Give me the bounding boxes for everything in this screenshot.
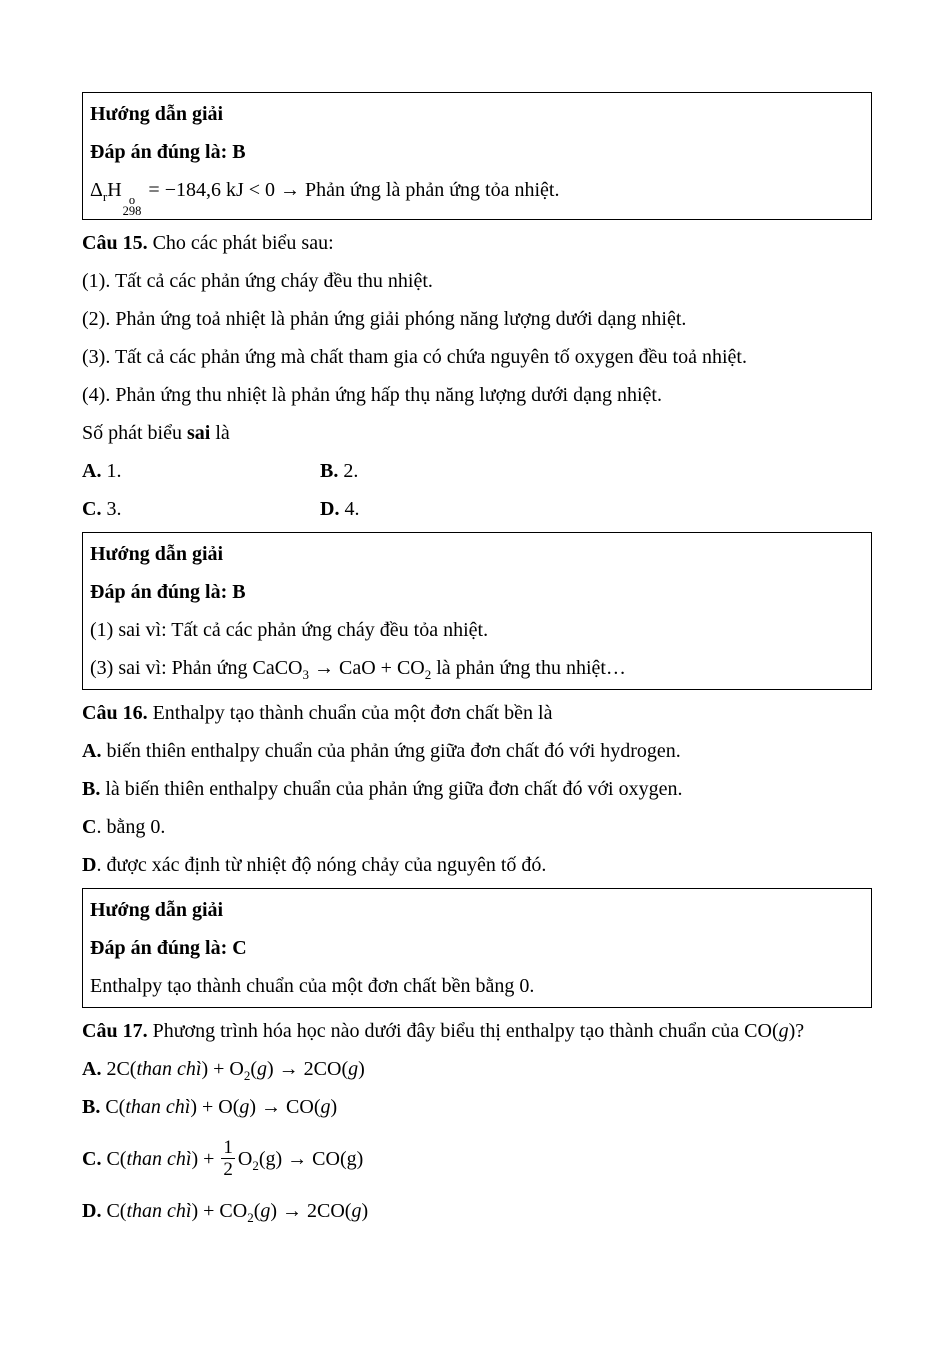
correct-answer-line: Đáp án đúng là: C	[90, 937, 247, 959]
q17-option-b: B. C(than chì) + O(g) → CO(g)	[82, 1096, 338, 1118]
h-symbol: H	[107, 179, 122, 201]
question-16-intro: Câu 16. Enthalpy tạo thành chuẩn của một đơn chất bền là	[82, 702, 553, 724]
question-17-intro: Câu 17. Phương trình hóa học nào dưới đây biểu thị enthalpy tạo thành chuẩn của CO(g)?	[82, 1020, 805, 1042]
q15-option-c: C. 3.	[82, 498, 122, 520]
q15-option-b: B. 2.	[320, 460, 359, 482]
explanation-1: Enthalpy tạo thành chuẩn của một đơn chất bền bằng 0.	[90, 975, 535, 997]
enthalpy-formula-line	[90, 171, 864, 217]
q17-option-a: A. 2C(than chì) + $O_2(g) \to 2CO(g)$	[82, 1058, 365, 1083]
solution-box-3	[82, 888, 872, 1008]
statement-3: (3). Tất cả các phản ứng mà chất tham gia có chứa nguyên tố oxygen đều toả nhiệt.	[82, 346, 747, 368]
q16-option-c: C. bằng 0.	[82, 816, 166, 838]
formula-conclusion: = −184,6 kJ < 0 → Phản ứng là phản ứng tỏa nhiệt.	[143, 179, 560, 201]
solution-guide-title: Hướng dẫn giải	[90, 899, 224, 921]
delta-subscript: r	[102, 189, 108, 204]
h-subscript: 298	[122, 204, 142, 218]
statement-2: (2). Phản ứng toả nhiệt là phản ứng giải phóng năng lượng dưới dạng nhiệt.	[82, 308, 687, 330]
q15-option-d: D. 4.	[320, 498, 360, 520]
correct-answer-line: Đáp án đúng là: B	[90, 141, 246, 163]
correct-answer-line: Đáp án đúng là: B	[90, 581, 246, 603]
explanation-2: (3) sai vì: Phản ứng CaCO$_3$ → CaO + $CO_2$ là phản ứng thu nhiệt…	[90, 657, 626, 682]
q16-option-a: A. biến thiên enthalpy chuẩn của phản ứng giữa đơn chất đó với hydrogen.	[82, 740, 681, 762]
solution-box-1	[82, 92, 872, 220]
explanation-1: (1) sai vì: Tất cả các phản ứng cháy đều tỏa nhiệt.	[90, 619, 489, 641]
h-superscript: o	[128, 193, 136, 207]
q15-option-a: A. 1.	[82, 460, 122, 482]
q17-option-d: D. C(than chì) + $CO_2(g) \to 2CO(g)$	[82, 1200, 369, 1225]
question-15-intro: Câu 15. Cho các phát biểu sau:	[82, 232, 334, 254]
solution-guide-title: Hướng dẫn giải	[90, 543, 224, 565]
q17-option-c: C. C(than chì) + $\frac{1}{2}$ $O_2(g) \to CO(g)$	[82, 1136, 364, 1180]
statement-1: (1). Tất cả các phản ứng cháy đều thu nhiệt.	[82, 270, 433, 292]
h-sup-sub-stack	[123, 195, 142, 217]
solution-box-2	[82, 532, 872, 690]
q16-option-d: D. được xác định từ nhiệt độ nóng chảy của nguyên tố đó.	[82, 854, 547, 876]
question-15-prompt: Số phát biểu sai là	[82, 422, 230, 444]
delta-symbol: Δ	[90, 179, 103, 201]
q16-option-b: B. là biến thiên enthalpy chuẩn của phản ứng giữa đơn chất đó với oxygen.	[82, 778, 683, 800]
solution-guide-title: Hướng dẫn giải	[90, 103, 224, 125]
question-15-options	[82, 452, 872, 528]
statement-4: (4). Phản ứng thu nhiệt là phản ứng hấp thụ năng lượng dưới dạng nhiệt.	[82, 384, 662, 406]
